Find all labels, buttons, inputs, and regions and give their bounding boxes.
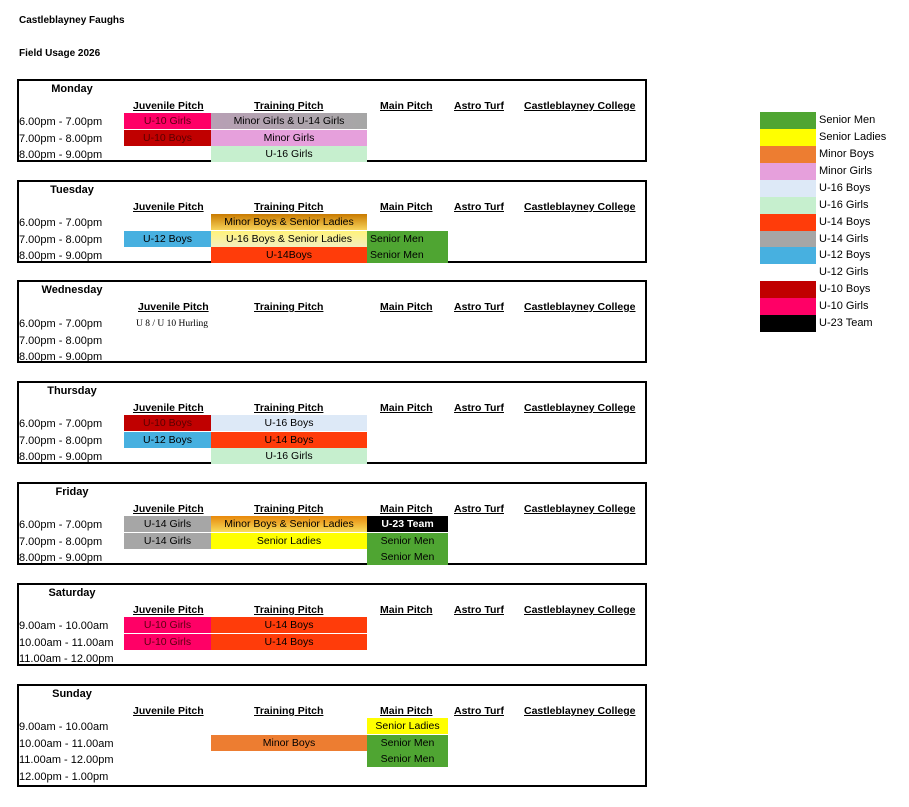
legend-swatch [760, 298, 816, 315]
booking-cell: Senior Men [367, 231, 448, 247]
col-training-pitch: Training Pitch [254, 100, 324, 112]
legend-label: U-12 Boys [819, 249, 871, 261]
booking-cell: U-10 Girls [124, 113, 211, 129]
legend-label: Senior Ladies [819, 131, 887, 143]
col-juvenile-pitch: Juvenile Pitch [133, 402, 204, 414]
booking-cell: Minor Boys [211, 735, 367, 751]
time-slot: 7.00pm - 8.00pm [19, 133, 103, 145]
booking-cell: Minor Boys & Senior Ladies [211, 214, 367, 230]
booking-cell: U-16 Boys [211, 415, 367, 431]
club-title: Castleblayney Faughs [19, 15, 125, 26]
legend-swatch [760, 180, 816, 197]
legend-swatch [760, 315, 816, 332]
col-astro-turf: Astro Turf [454, 301, 504, 313]
time-slot: 7.00pm - 8.00pm [19, 234, 103, 246]
booking-cell: U-10 Boys [124, 415, 211, 431]
time-slot: 11.00am - 12.00pm [19, 653, 114, 665]
time-slot: 8.00pm - 9.00pm [19, 351, 103, 363]
col-astro-turf: Astro Turf [454, 503, 504, 515]
legend-label: U-14 Boys [819, 216, 871, 228]
booking-cell: Minor Boys & Senior Ladies [211, 516, 367, 532]
schedule-subtitle: Field Usage 2026 [19, 48, 101, 59]
col-main-pitch: Main Pitch [380, 301, 433, 313]
col-main-pitch: Main Pitch [380, 100, 433, 112]
legend-swatch [760, 214, 816, 231]
legend-label: U-14 Girls [819, 233, 869, 245]
col-astro-turf: Astro Turf [454, 100, 504, 112]
time-slot: 6.00pm - 7.00pm [19, 217, 103, 229]
day-name: Wednesday [41, 284, 103, 296]
day-block-friday [17, 482, 647, 565]
day-name: Tuesday [50, 184, 94, 196]
booking-cell: U-14 Boys [211, 617, 367, 633]
time-slot: 8.00pm - 9.00pm [19, 451, 103, 463]
col-main-pitch: Main Pitch [380, 503, 433, 515]
booking-cell: Senior Men [367, 247, 448, 263]
legend-swatch [760, 247, 816, 264]
booking-cell: Senior Ladies [211, 533, 367, 549]
booking-cell: U-14 Girls [124, 516, 211, 532]
day-block-wednesday [17, 280, 647, 363]
legend-swatch [760, 231, 816, 248]
booking-cell: U-16 Boys & Senior Ladies [211, 231, 367, 247]
legend-label: U-10 Girls [819, 300, 869, 312]
time-slot: 9.00am - 10.00am [19, 721, 109, 733]
legend-label: Minor Girls [819, 165, 873, 177]
col-castleblayney-college: Castleblayney College [524, 100, 636, 112]
col-castleblayney-college: Castleblayney College [524, 201, 636, 213]
booking-cell: U-10 Boys [124, 130, 211, 146]
booking-note: U 8 / U 10 Hurling [136, 319, 209, 329]
legend-swatch [760, 281, 816, 298]
day-block-saturday [17, 583, 647, 666]
booking-cell: U-16 Girls [211, 146, 367, 162]
time-slot: 12.00pm - 1.00pm [19, 771, 109, 783]
booking-cell: Senior Men [367, 549, 448, 565]
col-training-pitch: Training Pitch [254, 604, 324, 616]
legend-label: U-10 Boys [819, 283, 871, 295]
col-castleblayney-college: Castleblayney College [524, 402, 636, 414]
col-main-pitch: Main Pitch [380, 201, 433, 213]
legend-swatch [760, 163, 816, 180]
day-name: Thursday [47, 385, 97, 397]
time-slot: 6.00pm - 7.00pm [19, 519, 103, 531]
booking-cell: Senior Men [367, 735, 448, 751]
col-training-pitch: Training Pitch [254, 201, 324, 213]
day-name: Monday [51, 83, 93, 95]
col-astro-turf: Astro Turf [454, 201, 504, 213]
col-juvenile-pitch: Juvenile Pitch [133, 503, 204, 515]
booking-cell: U-10 Girls [124, 634, 211, 650]
legend-label: Minor Boys [819, 148, 875, 160]
col-main-pitch: Main Pitch [380, 705, 433, 717]
booking-cell: U-10 Girls [124, 617, 211, 633]
time-slot: 10.00am - 11.00am [19, 738, 114, 750]
time-slot: 7.00pm - 8.00pm [19, 435, 103, 447]
col-astro-turf: Astro Turf [454, 705, 504, 717]
booking-cell: Minor Girls & U-14 Girls [211, 113, 367, 129]
time-slot: 7.00pm - 8.00pm [19, 536, 103, 548]
legend-swatch [760, 197, 816, 214]
day-block-monday [17, 79, 647, 162]
legend-label: Senior Men [819, 114, 876, 126]
col-juvenile-pitch: Juvenile Pitch [133, 100, 204, 112]
legend-label: U-16 Girls [819, 199, 869, 211]
time-slot: 6.00pm - 7.00pm [19, 318, 103, 330]
day-block-sunday [17, 684, 647, 787]
col-juvenile-pitch: Juvenile Pitch [138, 301, 209, 313]
day-name: Friday [55, 486, 89, 498]
legend-swatch [760, 146, 816, 163]
col-main-pitch: Main Pitch [380, 604, 433, 616]
legend-label: U-23 Team [819, 317, 873, 329]
day-name: Sunday [52, 688, 92, 700]
day-block-tuesday [17, 180, 647, 263]
legend-label: U-16 Boys [819, 182, 871, 194]
day-name: Saturday [48, 587, 96, 599]
booking-cell: Senior Men [367, 751, 448, 767]
time-slot: 6.00pm - 7.00pm [19, 418, 103, 430]
booking-cell: Senior Ladies [367, 718, 448, 734]
col-training-pitch: Training Pitch [254, 503, 324, 515]
col-castleblayney-college: Castleblayney College [524, 604, 636, 616]
booking-cell: U-12 Boys [124, 432, 211, 448]
booking-cell: Minor Girls [211, 130, 367, 146]
booking-cell: Senior Men [367, 533, 448, 549]
booking-cell: U-14 Girls [124, 533, 211, 549]
booking-cell: U-12 Boys [124, 231, 211, 247]
time-slot: 11.00am - 12.00pm [19, 754, 114, 766]
legend-swatch [760, 129, 816, 146]
booking-cell: U-14 Boys [211, 432, 367, 448]
col-castleblayney-college: Castleblayney College [524, 503, 636, 515]
booking-cell: U-14 Boys [211, 634, 367, 650]
time-slot: 9.00am - 10.00am [19, 620, 109, 632]
col-juvenile-pitch: Juvenile Pitch [133, 604, 204, 616]
time-slot: 6.00pm - 7.00pm [19, 116, 103, 128]
time-slot: 10.00am - 11.00am [19, 637, 114, 649]
col-main-pitch: Main Pitch [380, 402, 433, 414]
col-juvenile-pitch: Juvenile Pitch [133, 705, 204, 717]
time-slot: 7.00pm - 8.00pm [19, 335, 103, 347]
col-training-pitch: Training Pitch [254, 301, 324, 313]
legend-swatch [760, 264, 816, 281]
col-juvenile-pitch: Juvenile Pitch [133, 201, 204, 213]
col-castleblayney-college: Castleblayney College [524, 301, 636, 313]
time-slot: 8.00pm - 9.00pm [19, 552, 103, 564]
booking-cell: U-16 Girls [211, 448, 367, 464]
booking-cell: U-23 Team [367, 516, 448, 532]
time-slot: 8.00pm - 9.00pm [19, 250, 103, 262]
col-training-pitch: Training Pitch [254, 402, 324, 414]
col-astro-turf: Astro Turf [454, 604, 504, 616]
time-slot: 8.00pm - 9.00pm [19, 149, 103, 161]
col-training-pitch: Training Pitch [254, 705, 324, 717]
legend-swatch [760, 112, 816, 129]
col-astro-turf: Astro Turf [454, 402, 504, 414]
day-block-thursday [17, 381, 647, 464]
booking-cell: U-14Boys [211, 247, 367, 263]
legend-label: U-12 Girls [819, 266, 869, 278]
col-castleblayney-college: Castleblayney College [524, 705, 636, 717]
